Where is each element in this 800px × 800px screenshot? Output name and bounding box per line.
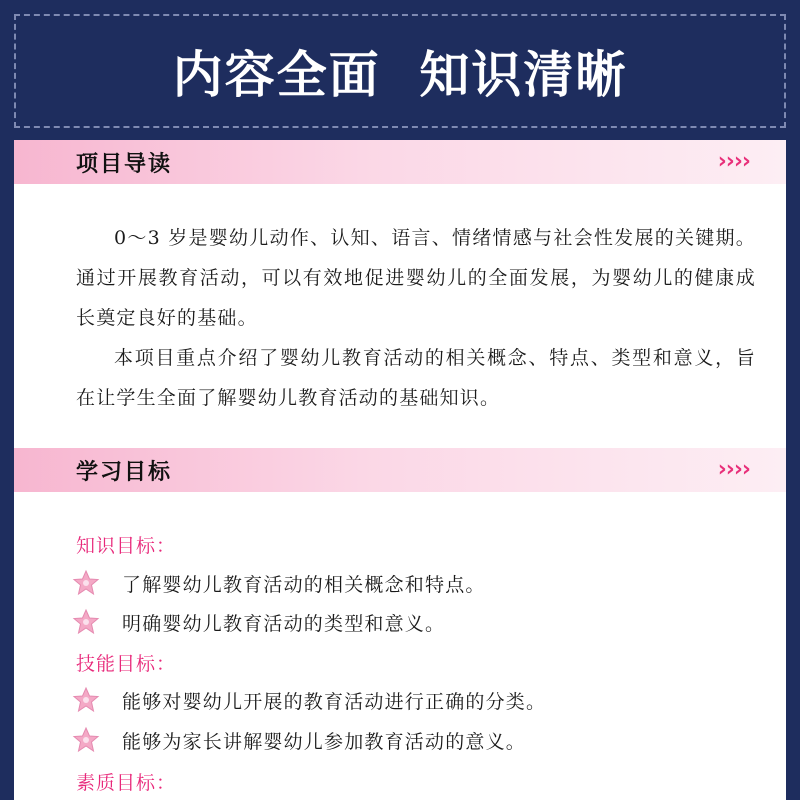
quality-goals-heading: 素质目标： (76, 772, 177, 794)
list-item-text: 明确婴幼儿教育活动的类型和意义。 (122, 612, 446, 635)
section-bar-project-intro (14, 140, 786, 184)
list-item (72, 725, 526, 755)
pink-star-icon (72, 686, 100, 714)
pink-star-icon (72, 608, 100, 636)
content-panel (14, 140, 786, 800)
intro-paragraph: 0～3 岁是婴幼儿动作、认知、语言、情绪情感与社会性发展的关键期。通过开展教育活动，可以有效地促进婴幼儿的全面发展，为婴幼儿的健康成长奠定良好的基础。 (76, 227, 756, 329)
intro-paragraph: 本项目重点介绍了婴幼儿教育活动的相关概念、特点、类型和意义，旨在让学生全面了解婴幼儿教育活动的基础知识。 (76, 347, 756, 409)
section-bar-learning-goals (14, 448, 786, 492)
list-item (72, 685, 546, 715)
banner-title: 内容全面 知识清晰 (172, 46, 628, 104)
list-item-text: 能够为家长讲解婴幼儿参加教育活动的意义。 (122, 730, 527, 753)
list-item-text: 能够对婴幼儿开展的教育活动进行正确的分类。 (122, 690, 547, 713)
chevrons-right-icon: ›››› (717, 149, 750, 174)
banner (14, 14, 786, 128)
list-item-text: 了解婴幼儿教育活动的相关概念和特点。 (122, 573, 486, 596)
section-title: 学习目标 (76, 460, 173, 485)
section-title: 项目导读 (76, 152, 173, 177)
pink-star-icon (72, 726, 100, 754)
chevrons-right-icon: ›››› (717, 457, 750, 482)
pink-star-icon (72, 569, 100, 597)
knowledge-goals-heading: 知识目标： (76, 535, 177, 557)
skill-goals-heading: 技能目标： (76, 653, 177, 675)
list-item (72, 607, 445, 637)
list-item (72, 568, 486, 598)
